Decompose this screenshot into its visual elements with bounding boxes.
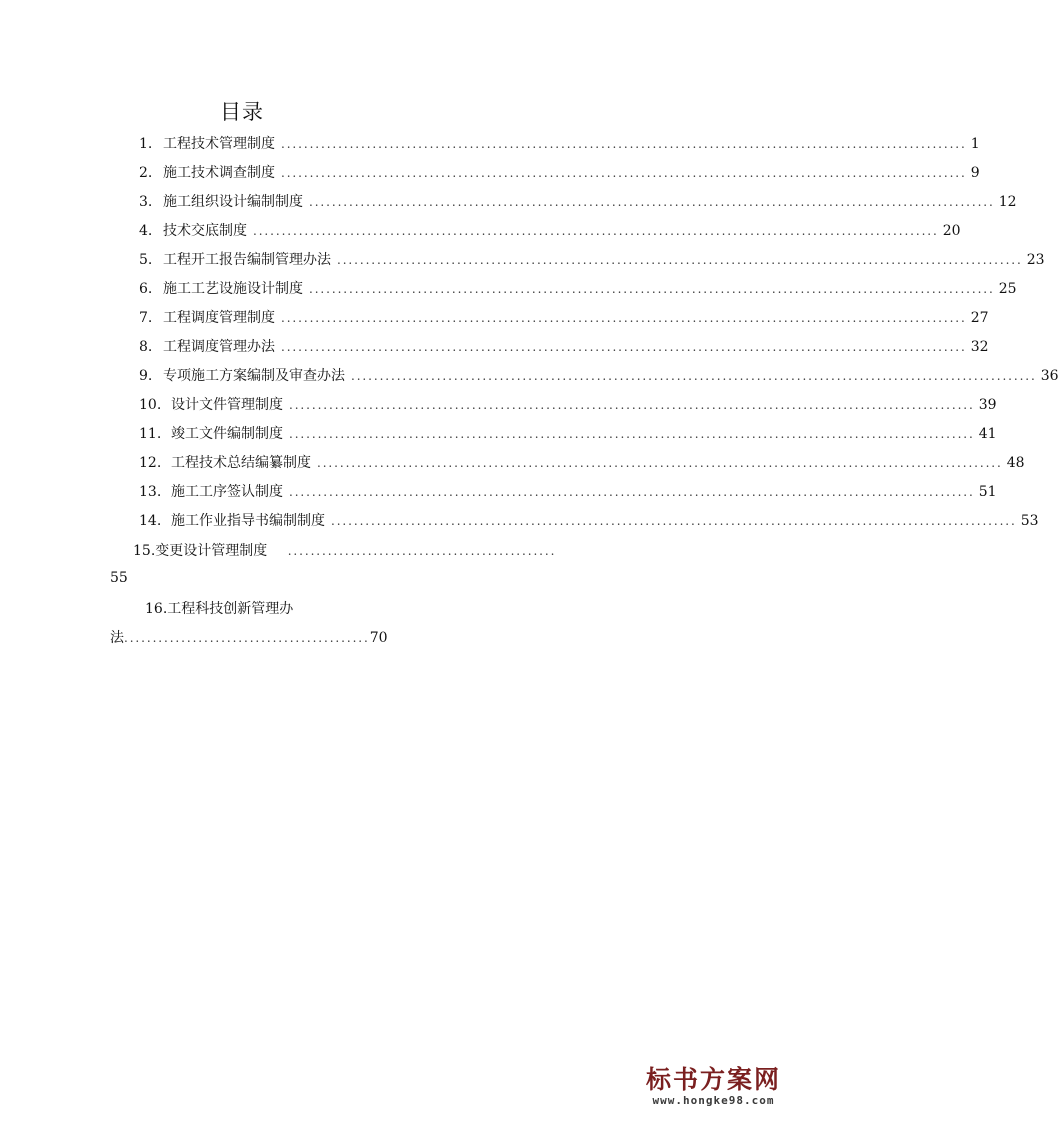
watermark-name: 标书方案网 bbox=[645, 1065, 781, 1094]
toc-leader: ........................................... bbox=[124, 631, 370, 645]
toc-leader: ........................................................................................................................ bbox=[337, 253, 1023, 267]
toc-entry-number: 14. bbox=[139, 513, 162, 529]
toc-entry-page: 53 bbox=[1020, 513, 1039, 529]
toc-leader: ........................................................................................................................ bbox=[281, 137, 967, 151]
toc-entry-label: 施工工序签认制度 bbox=[171, 484, 283, 500]
toc-entry-label: 工程技术总结编纂制度 bbox=[171, 455, 311, 471]
toc-entry-label: 施工技术调查制度 bbox=[163, 165, 275, 181]
toc-entry-page: 39 bbox=[978, 397, 997, 413]
toc-entry-16-label[interactable]: 16.工程科技创新管理办 bbox=[145, 601, 294, 617]
toc-leader: ........................................................................................................................ bbox=[289, 427, 975, 441]
toc-entry-number: 9. bbox=[139, 368, 153, 384]
toc-entry-page: 9 bbox=[970, 165, 980, 181]
toc-entry-page: 70 bbox=[369, 630, 388, 646]
toc-entry-number: 13. bbox=[139, 484, 162, 500]
toc-entry[interactable] bbox=[139, 133, 980, 153]
toc-entry-label: 法 bbox=[110, 630, 124, 646]
toc-entry-page: 20 bbox=[942, 223, 961, 239]
toc-entry-page: 12 bbox=[998, 194, 1017, 210]
toc-leader: ........................................................................................................................ bbox=[289, 485, 975, 499]
toc-entry-number: 12. bbox=[139, 455, 162, 471]
toc-entry-label: 工程调度管理办法 bbox=[163, 339, 275, 355]
toc-leader: ........................................................................................................................ bbox=[317, 456, 1003, 470]
toc-leader: ........................................................................................................................ bbox=[331, 514, 1017, 528]
watermark-url: www.hongke98.com bbox=[652, 1094, 775, 1107]
toc-entry-number: 3. bbox=[139, 194, 153, 210]
toc-entry-label: 工程技术管理制度 bbox=[163, 136, 275, 152]
toc-entry[interactable] bbox=[139, 307, 989, 327]
toc-entry-page: 1 bbox=[970, 136, 980, 152]
toc-entry-label: 工程开工报告编制管理办法 bbox=[163, 252, 331, 268]
toc-entry[interactable] bbox=[139, 365, 1059, 385]
toc-entry-15[interactable] bbox=[133, 540, 556, 560]
toc-entry-number: 1. bbox=[139, 136, 153, 152]
toc-entry[interactable] bbox=[139, 481, 997, 501]
toc-title: 目录 bbox=[220, 100, 264, 124]
toc-leader: ........................................................................................................................ bbox=[281, 340, 967, 354]
toc-entry-label: 工程调度管理制度 bbox=[163, 310, 275, 326]
toc-entry[interactable] bbox=[139, 162, 980, 182]
toc-entry[interactable] bbox=[139, 336, 989, 356]
toc-entry-page: 55 bbox=[110, 570, 128, 586]
toc-entry-number: 6. bbox=[139, 281, 153, 297]
toc-entry-label: 技术交底制度 bbox=[163, 223, 247, 239]
toc-entry-number: 8. bbox=[139, 339, 153, 355]
toc-entry[interactable] bbox=[139, 510, 1039, 530]
toc-entry[interactable] bbox=[139, 191, 1017, 211]
toc-entry-label: 设计文件管理制度 bbox=[171, 397, 283, 413]
toc-entry[interactable] bbox=[139, 249, 1045, 269]
toc-entry[interactable] bbox=[139, 423, 997, 443]
toc-entry-16[interactable] bbox=[110, 627, 388, 647]
toc-entry-label: 施工作业指导书编制制度 bbox=[171, 513, 325, 529]
toc-entry-label: 15.变更设计管理制度 bbox=[133, 543, 268, 559]
toc-entry[interactable] bbox=[139, 394, 997, 414]
toc-leader: ........................................................................................................................ bbox=[281, 166, 967, 180]
toc-entry-label: 施工组织设计编制制度 bbox=[163, 194, 303, 210]
toc-entry-number: 5. bbox=[139, 252, 153, 268]
toc-entry-number: 11. bbox=[139, 426, 162, 442]
toc-leader: ............................................... bbox=[287, 544, 557, 558]
toc-entry-page: 32 bbox=[970, 339, 989, 355]
toc-leader: ........................................................................................................................ bbox=[281, 311, 967, 325]
toc-entry[interactable] bbox=[139, 278, 1017, 298]
toc-entry-page: 48 bbox=[1006, 455, 1025, 471]
toc-leader: ........................................................................................................................ bbox=[309, 282, 995, 296]
toc-entry-page: 25 bbox=[998, 281, 1017, 297]
toc-entry[interactable] bbox=[139, 452, 1025, 472]
toc-leader: ........................................................................................................................ bbox=[351, 369, 1037, 383]
toc-entry-page: 23 bbox=[1026, 252, 1045, 268]
toc-entry-label: 施工工艺设施设计制度 bbox=[163, 281, 303, 297]
toc-entry-number: 4. bbox=[139, 223, 153, 239]
toc-leader: ........................................................................................................................ bbox=[289, 398, 975, 412]
watermark-logo bbox=[646, 1066, 781, 1107]
toc-entry-page: 41 bbox=[978, 426, 997, 442]
toc-entry-page: 27 bbox=[970, 310, 989, 326]
toc-leader: ........................................................................................................................ bbox=[309, 195, 995, 209]
toc-leader: ........................................................................................................................ bbox=[253, 224, 939, 238]
toc-entry-page: 51 bbox=[978, 484, 997, 500]
toc-entry-number: 10. bbox=[139, 397, 162, 413]
toc-entry-number: 2. bbox=[139, 165, 153, 181]
toc-entry-label: 竣工文件编制制度 bbox=[171, 426, 283, 442]
toc-entry-page: 36 bbox=[1040, 368, 1059, 384]
toc-entry-label: 专项施工方案编制及审查办法 bbox=[163, 368, 345, 384]
toc-entry-number: 7. bbox=[139, 310, 153, 326]
toc-entry[interactable] bbox=[139, 220, 961, 240]
